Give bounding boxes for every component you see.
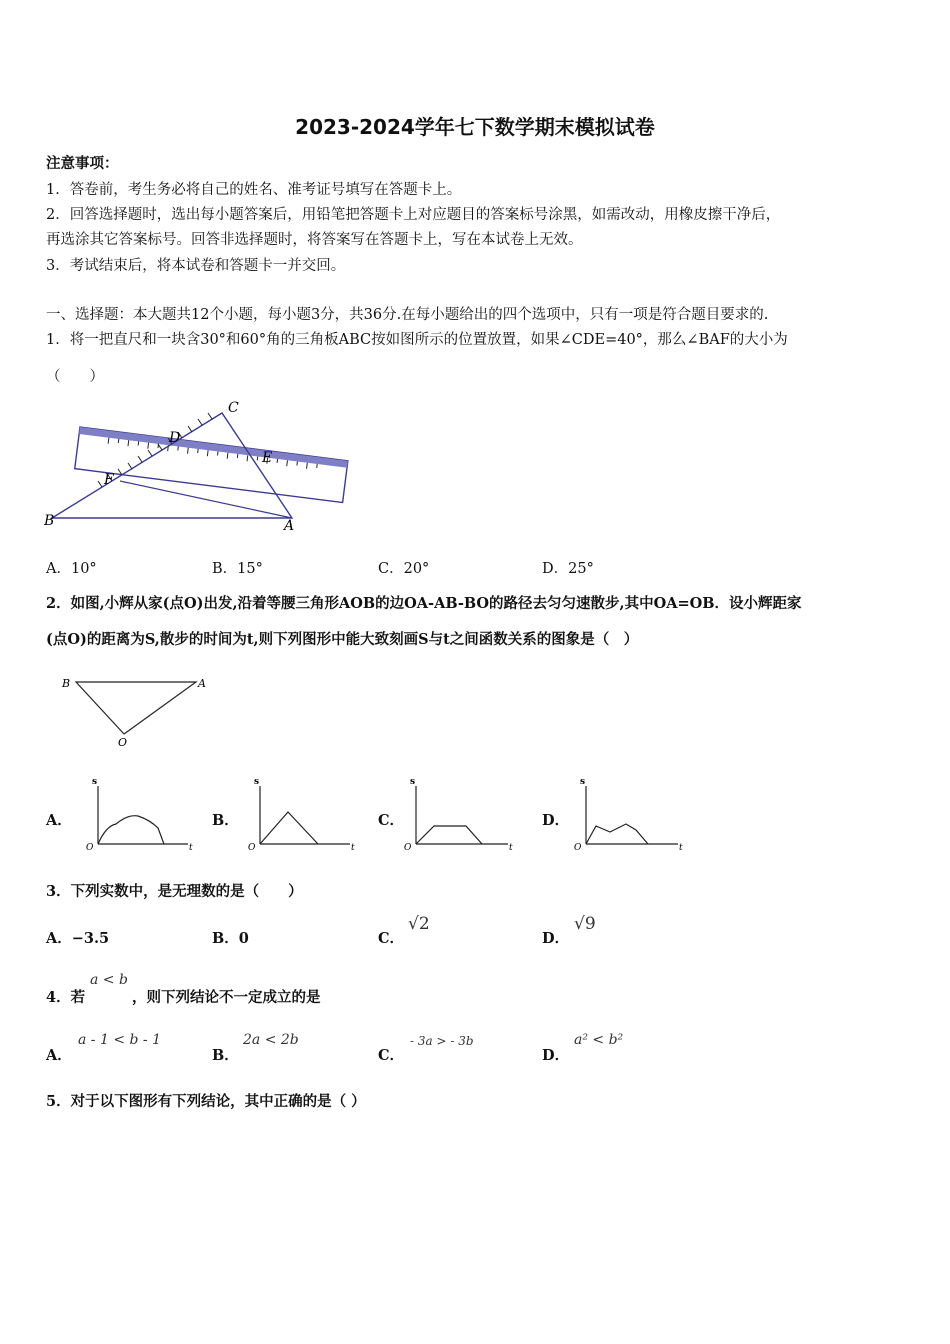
q2-label-b: B [62,677,71,690]
q1-option-c: C．20° [378,561,430,577]
graph-d-s: s [580,777,586,787]
section-heading: 一、选择题：本大题共12个小题，每小题3分，共36分.在每小题给出的四个选项中，只有一项是符合题目要求的. [46,307,769,323]
q4-stem-pre: 4．若 [46,989,86,1006]
notice-heading: 注意事项： [46,155,119,172]
q1-label-d: D [169,430,181,446]
q4-math-b: 2a < 2b [243,1032,299,1048]
graph-b-o: O [248,843,256,852]
q3-math-c: √2 [408,914,430,934]
q3-option-c: C． [378,930,405,947]
q1-option-b: B．15° [212,561,263,577]
q2-option-d: D． [542,812,570,829]
graph-c-t: t [509,843,513,852]
q3-option-b: B．0 [212,930,249,947]
q3-stem: 3．下列实数中，是无理数的是（ ） [46,883,303,900]
graph-c-s: s [410,777,416,787]
q2-graph-c [404,776,516,852]
q3-option-a: A．−3.5 [46,930,110,947]
q1-label-b: B [44,513,55,529]
q1-label-f: F [104,472,114,488]
q4-option-c: C． [378,1047,405,1064]
q1-paren: （ ） [46,369,104,385]
q2-figure [58,672,218,748]
q4-math-a: a - 1 < b - 1 [78,1032,162,1048]
graph-a-o: O [86,843,94,852]
q2-stem-2: (点O)的距离为S,散步的时间为t,则下列图形中能大致刻画S与t之间函数关系的图象是（ ） [46,631,639,648]
q2-graph-b [248,776,358,852]
graph-a-t: t [189,843,193,852]
graph-d-t: t [679,843,683,852]
q4-option-a: A． [46,1047,72,1064]
q2-option-c: C． [378,812,405,829]
q3-option-d: D． [542,930,570,947]
q2-label-a: A [198,677,206,690]
q2-graph-a [86,776,196,852]
q4-option-d: D． [542,1047,570,1064]
q1-label-a: A [284,518,295,534]
graph-b-t: t [351,843,355,852]
notice-item-3: 3．考试结束后，将本试卷和答题卡一并交回。 [46,258,346,274]
q1-option-a: A．10° [46,561,97,577]
graph-a-s: s [92,777,98,787]
q4-math-d: a² < b² [574,1032,624,1048]
graph-b-s: s [254,777,260,787]
q5-stem: 5．对于以下图形有下列结论，其中正确的是（ ） [46,1093,366,1110]
q3-math-d: √9 [574,914,596,934]
q2-option-b: B． [212,812,239,829]
graph-c-o: O [404,843,412,852]
q1-stem: 1．将一把直尺和一块含30°和60°角的三角板ABC按如图所示的位置放置，如果∠CDE=40°，那么∠BAF的大小为 [46,332,788,348]
q2-option-a: A． [46,812,72,829]
q4-condition: a < b [90,972,128,988]
q1-label-c: C [228,400,239,416]
q4-math-c: - 3a > - 3b [410,1034,474,1048]
page-title: 2023-2024学年七下数学期末模拟试卷 [295,115,655,139]
notice-item-1: 1．答卷前，考生务必将自己的姓名、准考证号填写在答题卡上。 [46,182,462,198]
notice-item-2-cont: 再选涂其它答案标号。回答非选择题时，将答案写在答题卡上，写在本试卷上无效。 [46,232,583,248]
graph-d-o: O [574,843,582,852]
q1-figure [42,398,352,538]
q2-graph-d [574,776,686,852]
q4-stem-post: ，则下列结论不一定成立的是 [132,989,321,1006]
q2-label-o: O [118,736,128,748]
q1-label-e: E [262,450,273,466]
q1-option-d: D．25° [542,561,594,577]
q2-stem-1: 2．如图,小辉从家(点O)出发,沿着等腰三角形AOB的边OA-AB-BO的路径去匀匀速散步,其中OA=OB．设小辉距家 [46,595,802,612]
notice-item-2: 2．回答选择题时，选出每小题答案后，用铅笔把答题卡上对应题目的答案标号涂黑，如需改动，用橡皮擦干净后， [46,207,781,223]
q4-option-b: B． [212,1047,239,1064]
